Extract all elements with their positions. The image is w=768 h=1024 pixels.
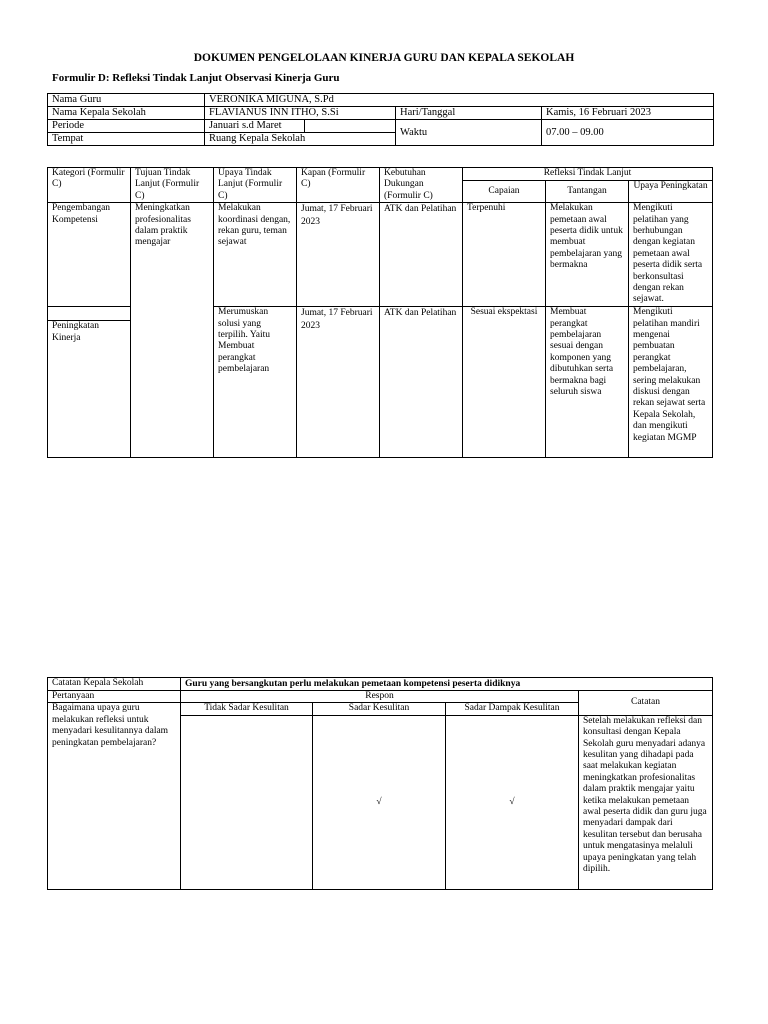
periode-extra (305, 120, 396, 133)
row2-kapan: Jumat, 17 Februari 2023 (297, 307, 380, 458)
row1-peningkatan: Mengikuti pelatihan yang berhubungan dengan kegiatan pemetaan awal peserta didik serta berkonsultasi dengan rekan sejawat. (629, 203, 713, 307)
row1-upaya: Melakukan koordinasi dengan, rekan guru, teman sejawat (214, 203, 297, 307)
hari-label: Hari/Tanggal (396, 107, 542, 120)
row2-upaya: Merumuskan solusi yang terpilih. Yaitu Membuat perangkat pembelajaran (214, 307, 297, 458)
tujuan-cell: Meningkatkan profesionalitas dalam praktik mengajar (131, 203, 214, 458)
check-sadar-dampak: √ (446, 715, 579, 889)
header-capaian: Capaian (463, 180, 546, 203)
kepsek-label: Nama Kepala Sekolah (48, 107, 205, 120)
row1-kebutuhan: ATK dan Pelatihan (380, 203, 463, 307)
header-kategori: Kategori (Formulir C) (48, 168, 131, 203)
header-tantangan: Tantangan (546, 180, 629, 203)
header-upaya-peningkatan: Upaya Peningkatan (629, 180, 713, 203)
header-tidak-sadar: Tidak Sadar Kesulitan (181, 703, 313, 715)
header-kapan: Kapan (Formulir C) (297, 168, 380, 203)
question-cell: Bagaimana upaya guru melakukan refleksi untuk menyadari kesulitannya dalam peningkatan pembelajaran? (48, 703, 181, 889)
notes-table (47, 677, 713, 890)
header-refleksi: Refleksi Tindak Lanjut (463, 168, 713, 181)
header-sadar: Sadar Kesulitan (313, 703, 446, 715)
catatan-kepsek-label: Catatan Kepala Sekolah (48, 678, 181, 691)
catatan-value: Setelah melakukan refleksi dan konsultasi dengan Kepala Sekolah guru menyadari adanya kesulitan yang dihadapi pada saat melakukan kegiatan meningkatkan profesionalitas dalam praktik mengajar yaitu ketika melakukan pemetaan awal peserta didik dan guru juga menyadari dampak dari kesulitan tersebut dan berusaha untuk mengatasinya melaluli upaya peningkatan yang telah dipilih. (579, 715, 713, 889)
form-title: Formulir D: Refleksi Tindak Lanjut Observasi Kinerja Guru (52, 72, 340, 84)
row2-tantangan: Membuat perangkat pembelajaran sesuai dengan komponen yang dibutuhkan serta bermakna bagi seluruh siswa (546, 307, 629, 458)
catatan-label: Catatan (579, 691, 713, 716)
periode-label: Periode (48, 120, 205, 133)
info-table (47, 93, 714, 146)
kepsek-value: FLAVIANUS INN ITHO, S.Si (205, 107, 396, 120)
check-sadar: √ (313, 715, 446, 889)
reflection-table (47, 167, 713, 458)
tempat-value: Ruang Kepala Sekolah (205, 133, 396, 146)
catatan-kepsek-value: Guru yang bersangkutan perlu melakukan pemetaan kompetensi peserta didiknya (181, 678, 713, 691)
hari-value: Kamis, 16 Februari 2023 (542, 107, 714, 120)
check-tidak-sadar (181, 715, 313, 889)
row1-tantangan: Melakukan pemetaan awal peserta didik untuk membuat pembelajaran yang bermakna (546, 203, 629, 307)
row2-capaian: Sesuai ekspektasi (463, 307, 546, 458)
waktu-label: Waktu (396, 120, 542, 146)
row1-kapan: Jumat, 17 Februari 2023 (297, 203, 380, 307)
kategori-pengembangan: Pengembangan Kompetensi (48, 203, 131, 307)
header-sadar-dampak: Sadar Dampak Kesulitan (446, 703, 579, 715)
respon-label: Respon (181, 691, 579, 703)
header-tujuan: Tujuan Tindak Lanjut (Formulir C) (131, 168, 214, 203)
kategori-peningkatan (48, 307, 131, 458)
row2-kebutuhan: ATK dan Pelatihan (380, 307, 463, 458)
row2-peningkatan: Mengikuti pelatihan mandiri mengenai pembuatan perangkat pembelajaran, sering melakukan diskusi dengan rekan sejawat serta Kepala Sekolah, dan mengikuti kegiatan MGMP (629, 307, 713, 458)
guru-value: VERONIKA MIGUNA, S.Pd (205, 94, 714, 107)
header-kebutuhan: Kebutuhan Dukungan (Formulir C) (380, 168, 463, 203)
waktu-value: 07.00 – 09.00 (542, 120, 714, 146)
header-upaya: Upaya Tindak Lanjut (Formulir C) (214, 168, 297, 203)
tempat-label: Tempat (48, 133, 205, 146)
guru-label: Nama Guru (48, 94, 205, 107)
document-title: DOKUMEN PENGELOLAAN KINERJA GURU DAN KEPALA SEKOLAH (193, 52, 575, 64)
kategori-peningkatan-label: Peningkatan Kinerja (48, 320, 130, 344)
periode-value: Januari s.d Maret (205, 120, 305, 133)
pertanyaan-label: Pertanyaan (48, 691, 181, 703)
row1-capaian: Terpenuhi (463, 203, 546, 307)
